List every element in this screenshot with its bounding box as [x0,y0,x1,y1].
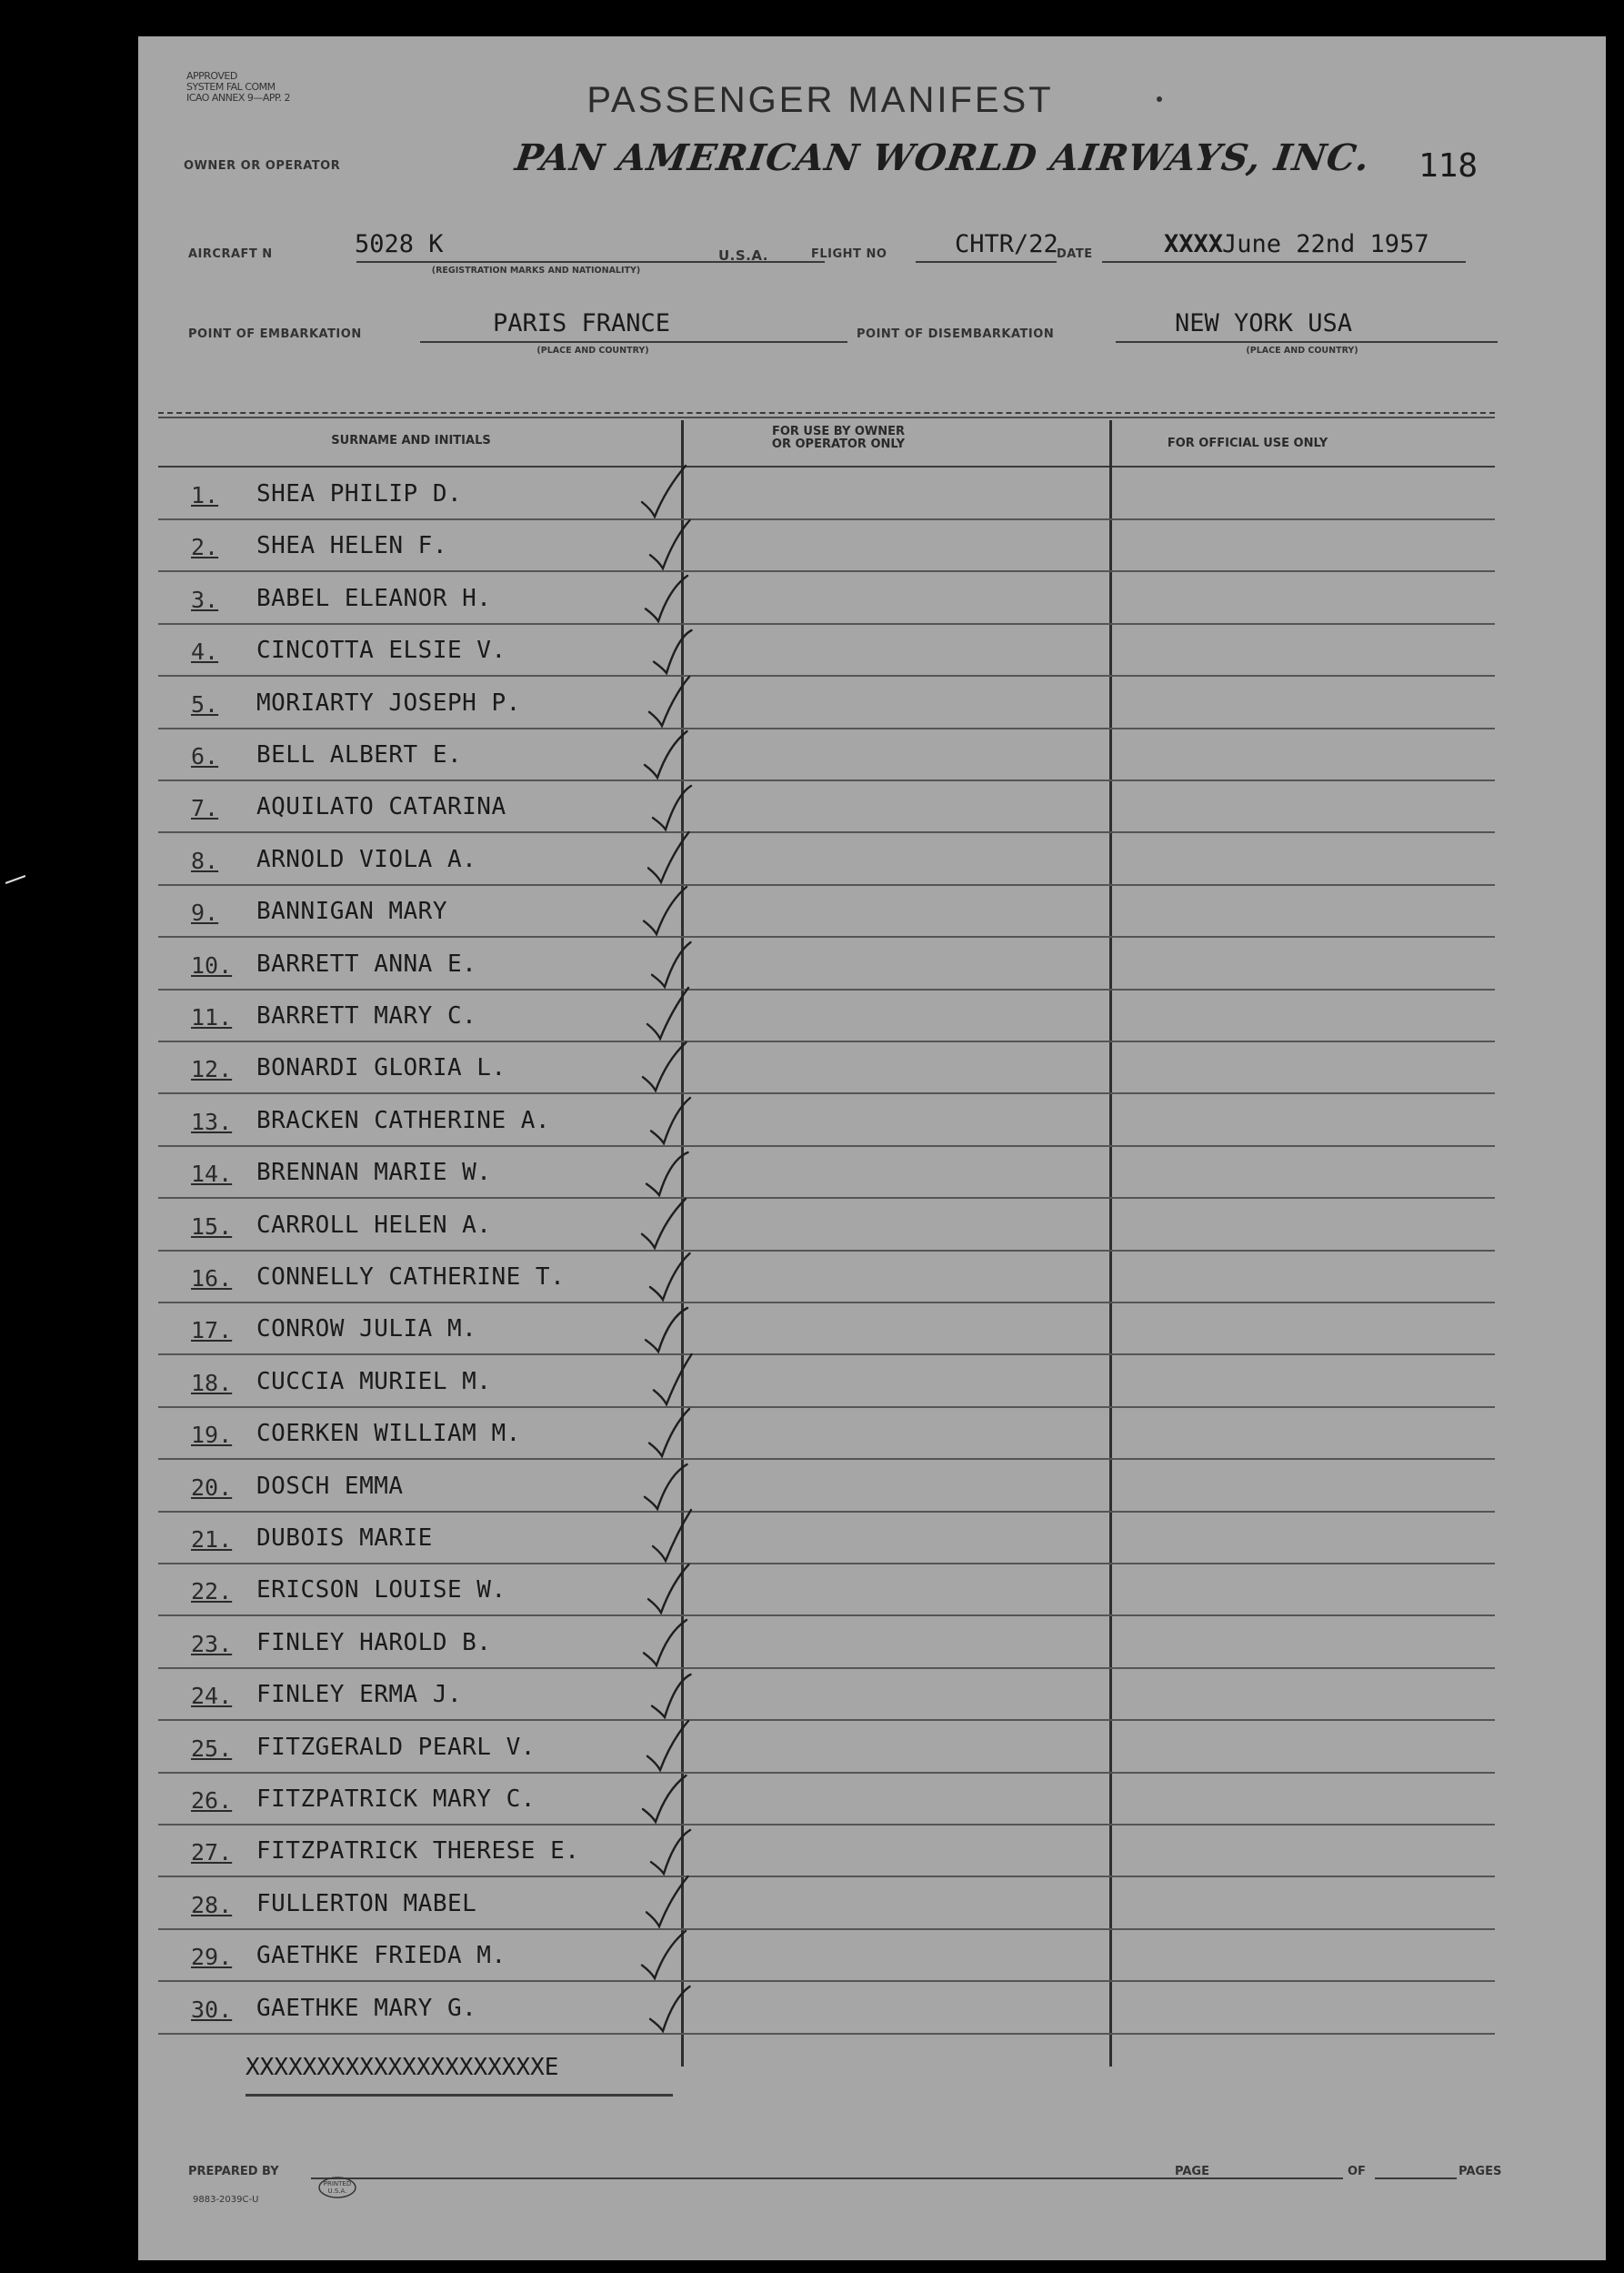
row-number: 6. [191,743,219,769]
date-line [1102,261,1466,263]
row-number: 21. [191,1526,233,1553]
row-number: 2. [191,534,219,561]
passenger-name: MORIARTY JOSEPH P. [256,689,521,717]
passenger-row [138,1041,1606,1094]
approval-note: APPROVED SYSTEM FAL COMM ICAO ANNEX 9—APP. 2 [186,70,290,104]
row-number: 22. [191,1578,233,1605]
passenger-row [138,885,1606,938]
passenger-row [138,1512,1606,1564]
passenger-row [138,1668,1606,1721]
flight-label: FLIGHT NO [811,247,887,261]
of-line [1375,2177,1457,2179]
row-number: 4. [191,639,219,666]
passenger-row [138,1407,1606,1460]
country-label: U.S.A. [718,247,768,264]
manifest-sheet [138,36,1606,2260]
row-number: 29. [191,1944,233,1971]
passenger-row [138,1564,1606,1616]
pages-label: PAGES [1459,2165,1502,2178]
passenger-name: ERICSON LOUISE W. [256,1576,506,1604]
col-header-official-use: FOR OFFICIAL USE ONLY [1167,437,1328,450]
embarkation-value: PARIS FRANCE [493,309,671,337]
passenger-row [138,833,1606,886]
embarkation-line [420,341,847,343]
passenger-row [138,1251,1606,1303]
col-header-owner-use: FOR USE BY OWNER OR OPERATOR ONLY [771,425,906,451]
passenger-row [138,1877,1606,1930]
passenger-name: BRENNAN MARIE W. [256,1159,492,1187]
passenger-name: BRACKEN CATHERINE A. [256,1106,551,1134]
date-label: DATE [1057,247,1093,261]
form-code: 9883-2039C-U [193,2195,259,2205]
row-number: 28. [191,1891,233,1918]
row-number: 1. [191,482,219,508]
row-number: 30. [191,1996,233,2023]
passenger-name: FITZPATRICK MARY C. [256,1785,536,1813]
row-number: 16. [191,1265,233,1292]
row-number: 23. [191,1630,233,1657]
owner-label: OWNER OR OPERATOR [184,159,341,173]
row-number: 9. [191,900,219,927]
table-top-rule-2 [158,417,1495,418]
passenger-row [138,938,1606,991]
passenger-row [138,1094,1606,1147]
aircraft-sub-label: (REGISTRATION MARKS AND NATIONALITY) [431,266,641,276]
row-rule [158,2033,1495,2035]
row-number: 24. [191,1683,233,1710]
page-label: PAGE [1175,2165,1209,2178]
passenger-name: CONROW JULIA M. [256,1315,477,1343]
passenger-row [138,1616,1606,1669]
passenger-name: SHEA PHILIP D. [256,480,463,508]
date-struck: XXXX [1164,230,1224,258]
passenger-row [138,677,1606,729]
passenger-row [138,780,1606,833]
row-number: 13. [191,1108,233,1135]
passenger-row [138,624,1606,677]
passenger-row [138,468,1606,520]
row-number: 5. [191,690,219,718]
passenger-name: FITZPATRICK THERESE E. [256,1837,580,1866]
aircraft-label: AIRCRAFT N [188,247,273,261]
table-top-rule [158,412,1495,414]
printer-stamp-icon [316,2174,358,2201]
aircraft-value: 5028 K [355,230,444,258]
passenger-name: AQUILATO CATARINA [256,793,506,821]
passenger-name: CARROLL HELEN A. [256,1211,492,1239]
date-value: June 22nd 1957 [1222,230,1429,258]
flight-value: CHTR/22 [955,230,1058,258]
passenger-name: CINCOTTA ELSIE V. [256,637,506,665]
passenger-name: SHEA HELEN F. [256,532,447,560]
row-number: 15. [191,1212,233,1240]
struck-out-entry: XXXXXXXXXXXXXXXXXXXXXE [246,2054,559,2081]
ink-dot [1157,96,1162,102]
row-number: 20. [191,1473,233,1501]
page-line [1216,2177,1343,2179]
row-number: 25. [191,1735,233,1762]
row-number: 18. [191,1369,233,1396]
row-number: 17. [191,1317,233,1344]
row-number: 26. [191,1787,233,1814]
prepared-by-label: PREPARED BY [188,2165,279,2178]
passenger-name: CUCCIA MURIEL M. [256,1367,492,1395]
passenger-row [138,1302,1606,1355]
row-number: 12. [191,1056,233,1083]
passenger-name: FINLEY HAROLD B. [256,1628,492,1656]
flight-line [916,261,1057,263]
passenger-name: BANNIGAN MARY [256,898,447,926]
page-title: PASSENGER MANIFEST [586,80,1054,120]
disembarkation-sub-label: (PLACE AND COUNTRY) [1246,346,1358,356]
disembarkation-line [1116,341,1498,343]
row-number: 11. [191,1004,233,1031]
aircraft-line [356,261,716,263]
row-number: 3. [191,586,219,613]
passenger-row [138,1355,1606,1408]
passenger-row [138,519,1606,572]
passenger-row [138,990,1606,1042]
passenger-name: GAETHKE MARY G. [256,1994,477,2022]
passenger-row [138,1146,1606,1199]
passenger-row [138,1825,1606,1877]
row-number: 14. [191,1161,233,1188]
svg-text:PRINTED: PRINTED [323,2180,352,2188]
embarkation-sub-label: (PLACE AND COUNTRY) [536,346,649,356]
passenger-name: COERKEN WILLIAM M. [256,1420,521,1448]
passenger-name: BELL ALBERT E. [256,741,463,769]
scan-edge-mark [5,875,25,884]
passenger-name: BABEL ELEANOR H. [256,584,492,612]
passenger-name: BARRETT ANNA E. [256,950,477,978]
col-header-surname: SURNAME AND INITIALS [331,434,491,448]
row-number: 8. [191,847,219,874]
page-number: 118 [1418,147,1479,185]
passenger-name: FINLEY ERMA J. [256,1681,463,1709]
row-number: 7. [191,795,219,822]
row-number: 27. [191,1839,233,1866]
closing-rule [246,2094,673,2097]
embarkation-label: POINT OF EMBARKATION [188,327,362,341]
passenger-name: GAETHKE FRIEDA M. [256,1942,506,1970]
passenger-name: ARNOLD VIOLA A. [256,845,477,873]
disembarkation-label: POINT OF DISEMBARKATION [857,327,1055,341]
of-label: OF [1348,2165,1366,2178]
passenger-name: CONNELLY CATHERINE T. [256,1263,566,1291]
passenger-name: BONARDI GLORIA L. [256,1054,506,1082]
prepared-by-line [311,2177,1238,2179]
passenger-name: DUBOIS MARIE [256,1524,433,1552]
passenger-row [138,572,1606,625]
passenger-row [138,1773,1606,1825]
passenger-name: DOSCH EMMA [256,1472,404,1500]
passenger-row [138,1199,1606,1252]
passenger-name: FULLERTON MABEL [256,1889,477,1917]
passenger-row [138,1929,1606,1982]
passenger-row [138,729,1606,781]
passenger-name: FITZGERALD PEARL V. [256,1733,536,1761]
svg-text:U.S.A.: U.S.A. [327,2188,347,2195]
passenger-row [138,1460,1606,1513]
passenger-row [138,1721,1606,1774]
row-number: 19. [191,1422,233,1449]
disembarkation-value: NEW YORK USA [1175,309,1353,337]
passenger-row [138,1982,1606,2035]
operator-name: PAN AMERICAN WORLD AIRWAYS, INC. [512,136,1373,179]
passenger-name: BARRETT MARY C. [256,1002,477,1030]
row-number: 10. [191,951,233,979]
